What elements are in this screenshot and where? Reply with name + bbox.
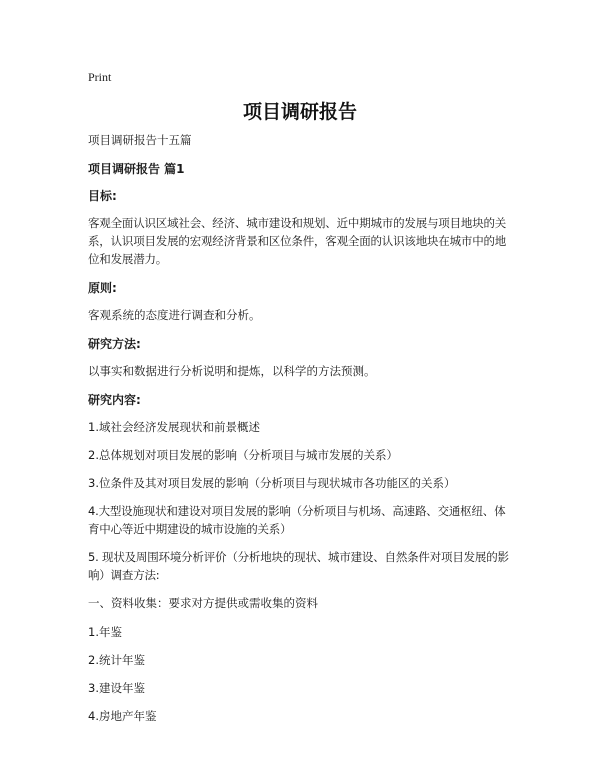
collection-item-3: 3.建设年鉴 bbox=[88, 681, 145, 695]
principle-text: 客观系统的态度进行调查和分析。 bbox=[88, 308, 261, 322]
method-heading: 研究方法: bbox=[88, 337, 141, 351]
content-item-4: 4.大型设施现状和建设对项目发展的影响（分析项目与机场、高速路、交通枢纽、体育中心等近中期建设的城市设施的关系） bbox=[88, 504, 506, 536]
collection-item-4: 4.房地产年鉴 bbox=[88, 709, 157, 723]
content-item-2: 2.总体规划对项目发展的影响（分析项目与城市发展的关系） bbox=[88, 448, 398, 462]
goal-heading: 目标: bbox=[88, 189, 117, 203]
method-text: 以事实和数据进行分析说明和提炼，以科学的方法预测。 bbox=[88, 364, 376, 378]
principle-heading: 原则: bbox=[88, 281, 117, 295]
content-item-1: 1.域社会经济发展现状和前景概述 bbox=[88, 420, 260, 434]
document-body bbox=[88, 131, 516, 735]
goal-text: 客观全面认识区域社会、经济、城市建设和规划、近中期城市的发展与项目地块的关系，认识项目发展的宏观经济背景和区位条件，客观全面的认识该地块在城市中的地位和发展潜力。 bbox=[88, 216, 507, 266]
page-title: 项目调研报告 bbox=[242, 101, 357, 123]
collection-heading: 一、资料收集：要求对方提供或需收集的资料 bbox=[88, 596, 318, 610]
section-title: 项目调研报告 篇1 bbox=[88, 162, 185, 176]
content-heading: 研究内容: bbox=[88, 393, 141, 407]
print-link[interactable]: Print bbox=[88, 70, 112, 84]
collection-item-2: 2.统计年鉴 bbox=[88, 653, 145, 667]
document-subtitle: 项目调研报告十五篇 bbox=[88, 133, 192, 147]
collection-item-1: 1.年鉴 bbox=[88, 625, 122, 639]
content-item-3: 3.位条件及其对项目发展的影响（分析项目与现状城市各功能区的关系） bbox=[88, 476, 456, 490]
content-item-5: 5. 现状及周围环境分析评价（分析地块的现状、城市建设、自然条件对项目发展的影响）调查方法: bbox=[88, 550, 509, 582]
